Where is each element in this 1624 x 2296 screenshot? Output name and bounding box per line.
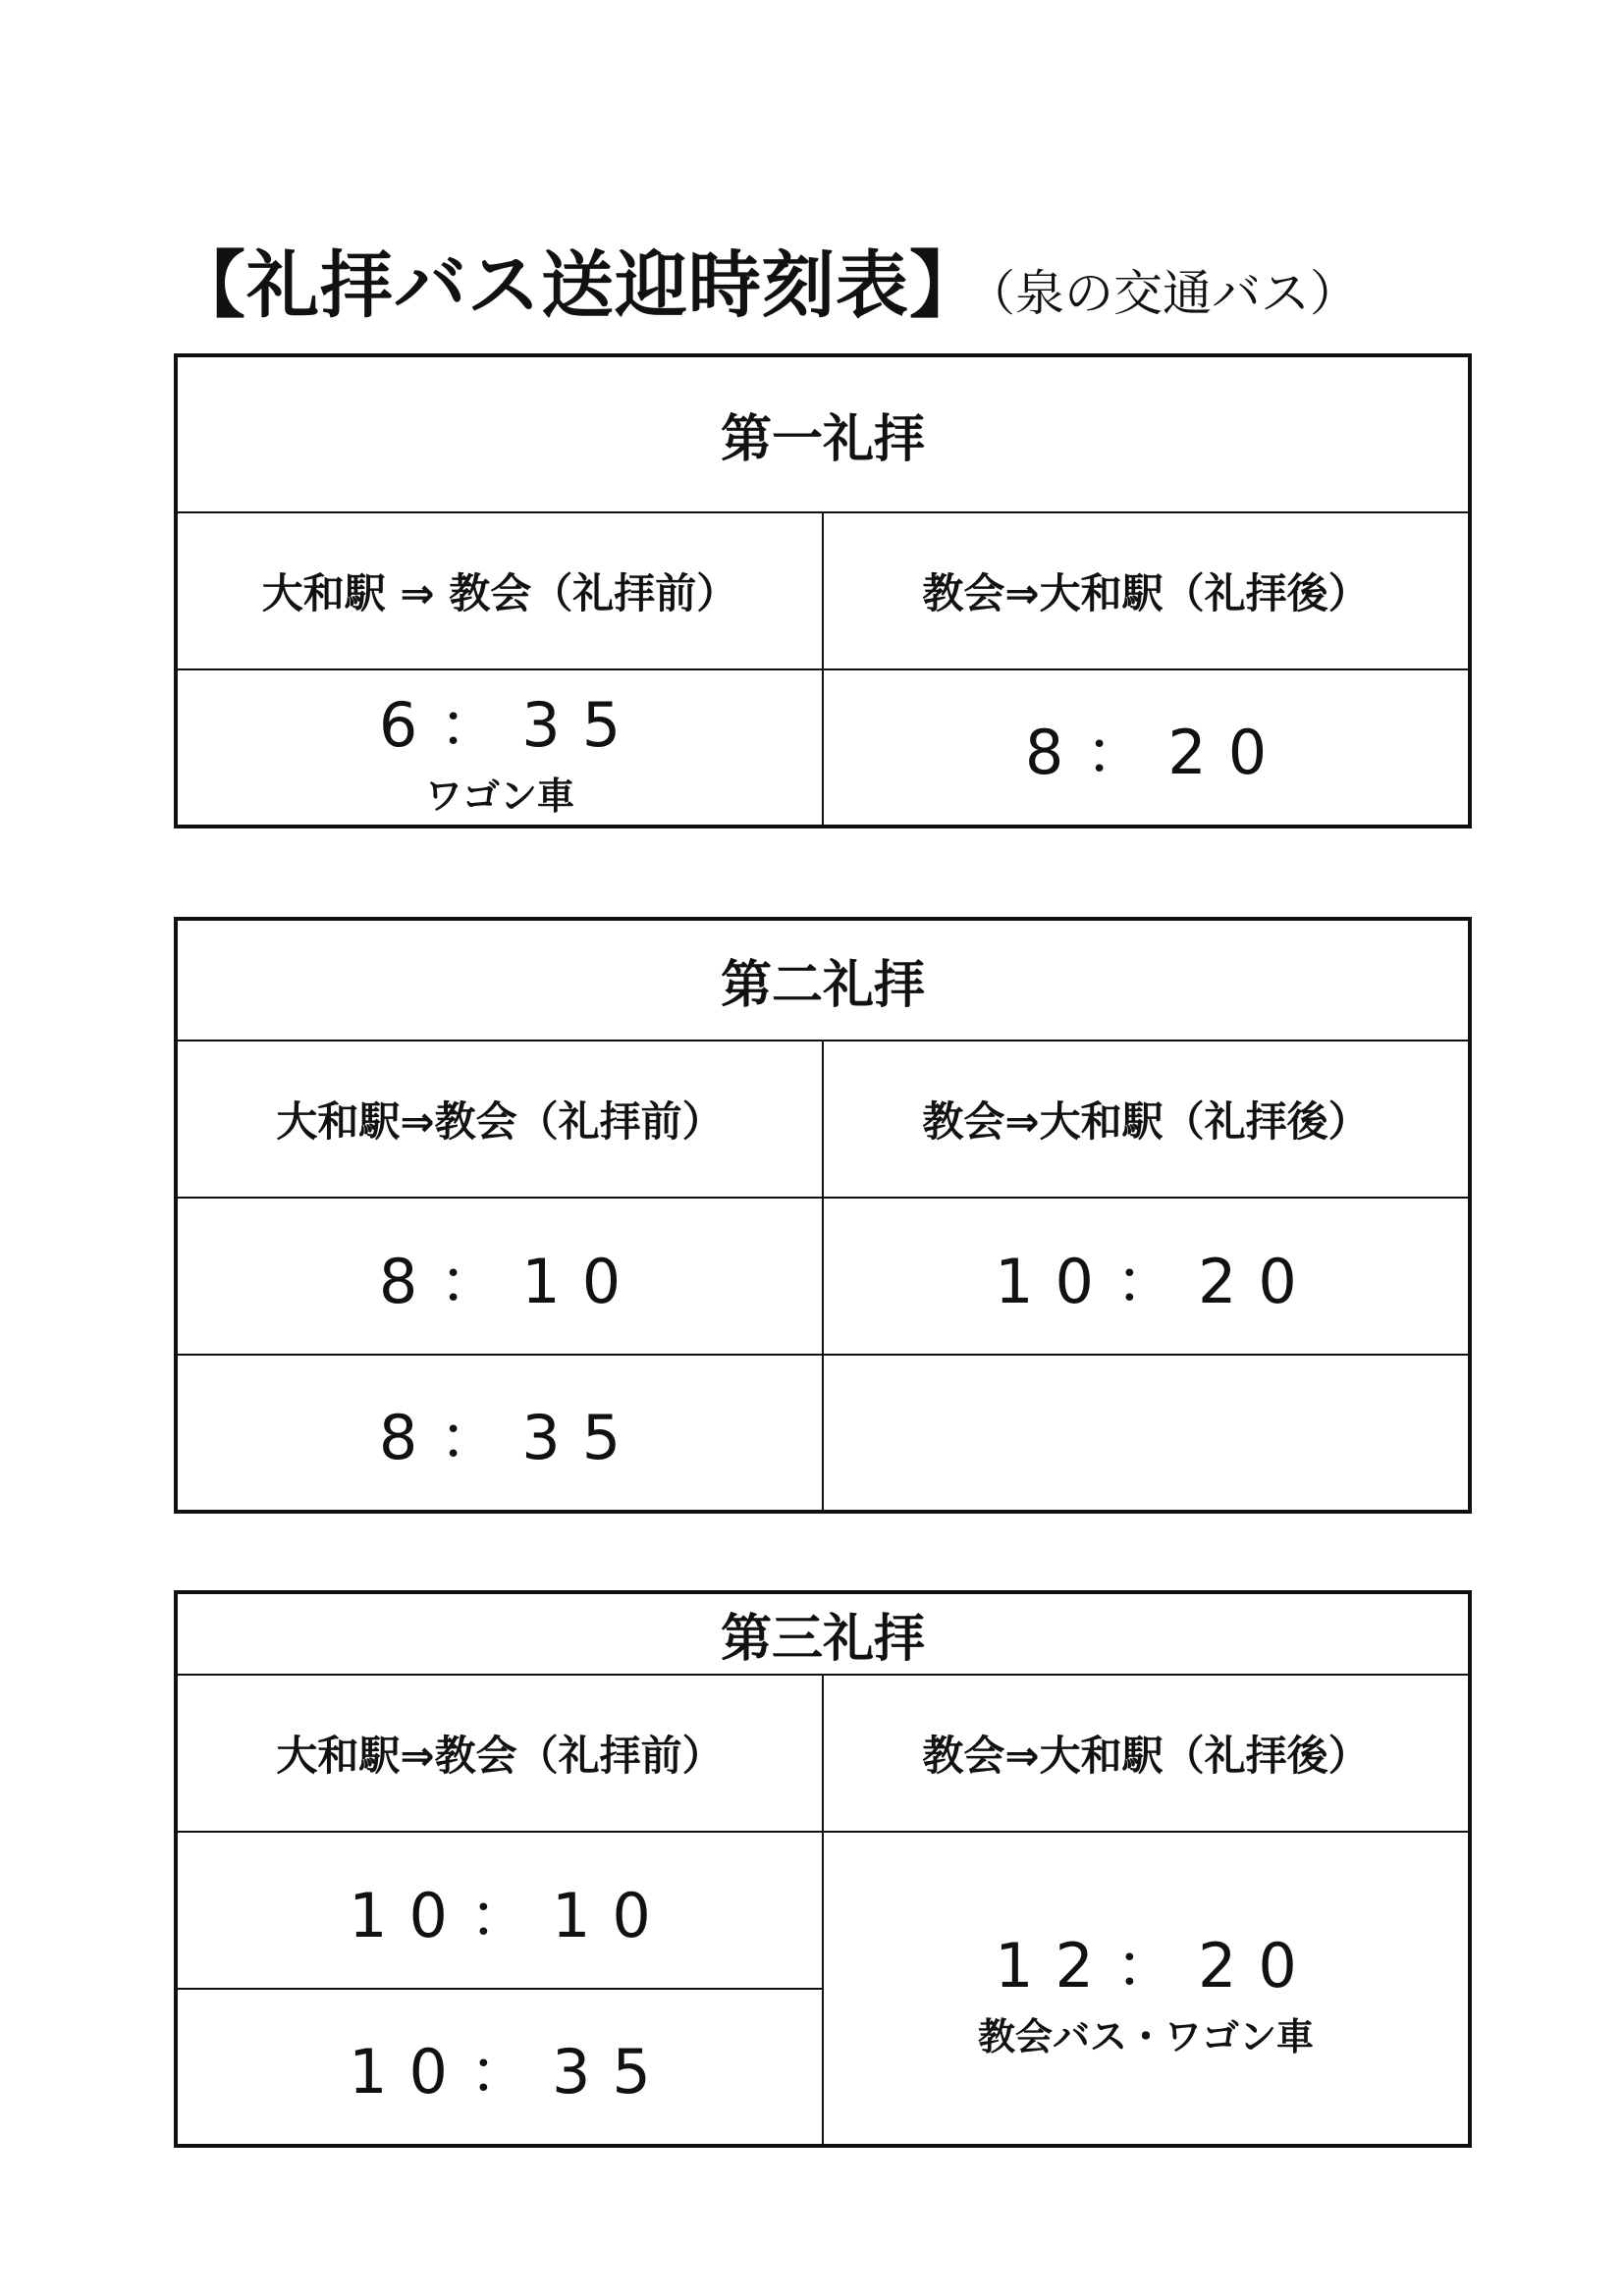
schedule-second-service [174, 917, 1472, 1514]
direction-to-church: 大和駅⇒教会（礼拝前） [176, 1675, 823, 1832]
departure-cell [176, 1989, 823, 2146]
departure-cell [176, 669, 823, 827]
title-main: 【礼拝バス送迎時刻表】 [173, 243, 983, 328]
title-subtitle: （泉の交通バス） [991, 265, 1359, 322]
schedule-first-service [174, 353, 1472, 828]
departure-time: 8：35 [378, 1402, 643, 1473]
departure-time: 8：10 [378, 1245, 643, 1317]
direction-to-station: 教会⇒大和駅（礼拝後） [823, 512, 1470, 669]
direction-to-church: 大和駅⇒教会（礼拝前） [176, 1041, 823, 1198]
service-name: 第二礼拝 [176, 919, 1470, 1041]
direction-to-station: 教会⇒大和駅（礼拝後） [823, 1041, 1470, 1198]
direction-to-station: 教会⇒大和駅（礼拝後） [823, 1675, 1470, 1832]
vehicle-note: 教会バス・ワゴン車 [977, 2014, 1314, 2058]
departure-cell [176, 1832, 823, 1989]
departure-time: 10：35 [349, 2036, 673, 2108]
departure-cell [176, 1355, 823, 1512]
service-name: 第一礼拝 [176, 355, 1470, 512]
departure-cell [176, 1198, 823, 1355]
schedule-third-service [174, 1590, 1472, 2148]
direction-to-church: 大和駅 ⇒ 教会（礼拝前） [176, 512, 823, 669]
empty-cell [823, 1355, 1470, 1512]
service-name: 第三礼拝 [176, 1592, 1470, 1675]
departure-cell [823, 1198, 1470, 1355]
departure-cell [823, 669, 1470, 827]
departure-time: 12：20 [995, 1929, 1319, 2002]
vehicle-note: ワゴン車 [424, 774, 574, 818]
page-title [173, 228, 1469, 326]
departure-time: 6：35 [378, 688, 643, 761]
departure-time: 8：20 [1024, 717, 1289, 788]
departure-cell [823, 1832, 1470, 2146]
departure-time: 10：10 [349, 1879, 673, 1951]
departure-time: 10：20 [995, 1245, 1319, 1317]
